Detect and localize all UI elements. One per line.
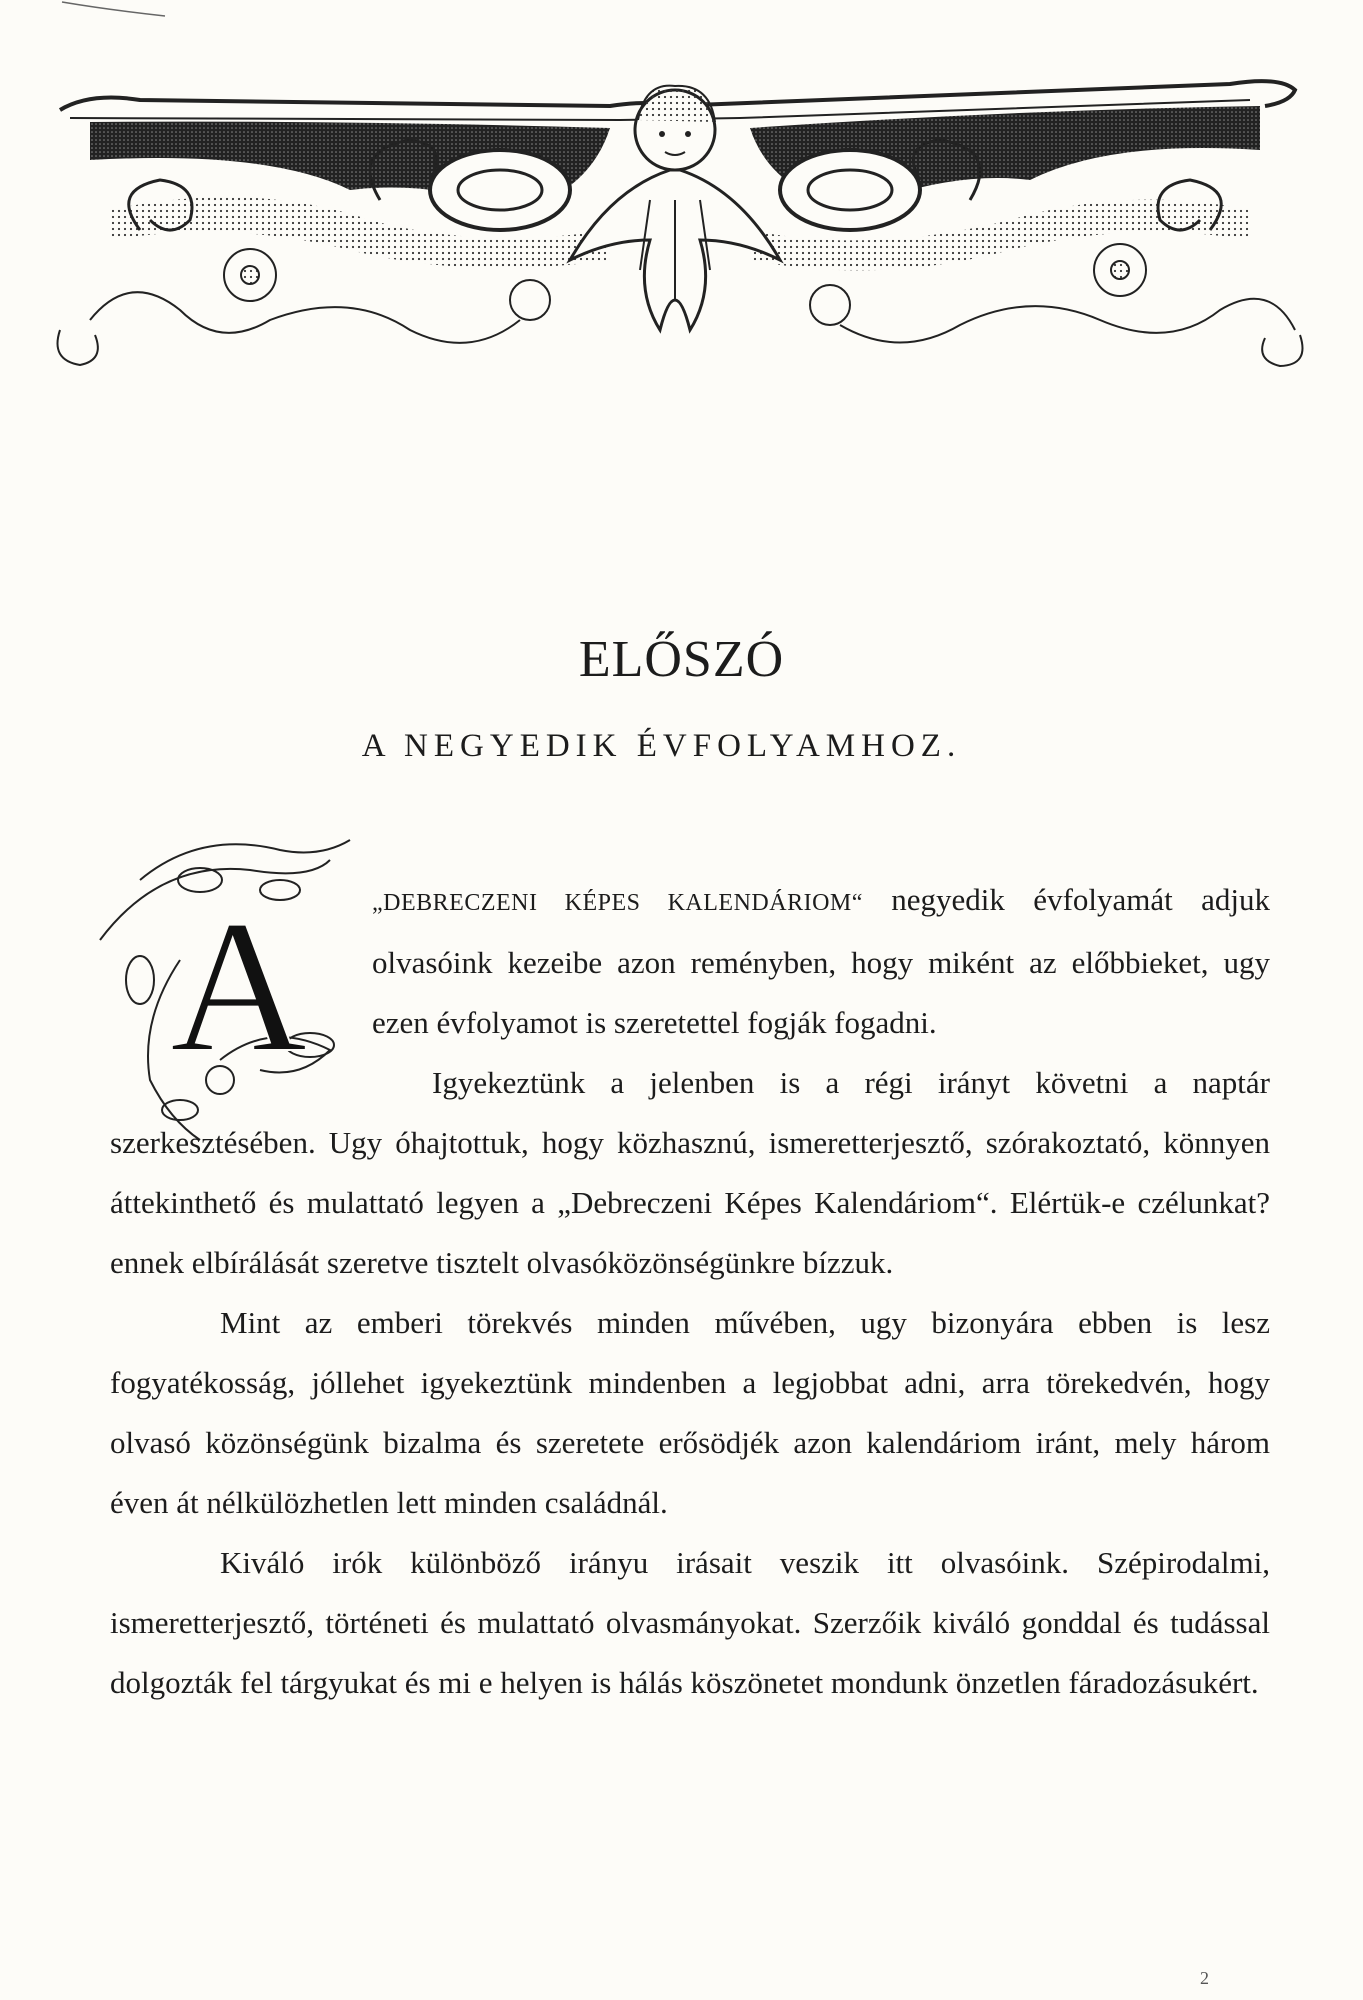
- calendar-name: „DEBRECZENI KÉPES KALENDÁRIOM“: [372, 890, 863, 916]
- paragraph-1-text: negyedik évfolyamát adjuk olvasóink kezeibe azon reményben, hogy miként az előbbieket, ugy ezen évfolyamot is szeretettel fogják fogadni.: [372, 882, 1271, 1040]
- paragraph-3: Mint az emberi törekvés minden művében, ugy bizonyára ebben is lesz fogyatékosság, jóllehet igyekeztünk mindenben a legjobbat adni, arra törekedvén, hogy olvasó közönségünk bizalma és szeretete erősödjék azon kalendáriom iránt, mely három éven át nélkülözhetlen lett minden családnál.: [110, 1305, 1270, 1520]
- paragraph-1: [110, 870, 1270, 1053]
- paragraph-4: Kiváló irók különböző irányu irásait veszik itt olvasóink. Szépirodalmi, ismeretterjesztő, történeti és mulattató olvasmányokat. Szerzőik kiváló gonddal és tudással dolgozták fel tárgyukat és mi e helyen is hálás köszönetet mondunk önzetlen fáradozásukért.: [110, 1545, 1270, 1700]
- paragraph-2: Igyekeztünk a jelenben is a régi irányt követni a naptár szerkesztésében. Ugy óhajtottuk, hogy közhasznú, ismeretterjesztő, szórakoztató, könnyen áttekinthető és mulattató legyen a „Debreczeni Képes Kalendáriom“. Elértük-e czélunkat? ennek elbírálását szeretve tisztelt olvasóközönségünkre bízzuk.: [110, 1065, 1270, 1280]
- decorative-headpiece-ornament: [50, 70, 1310, 370]
- page-subtitle: A NEGYEDIK ÉVFOLYAMHOZ.: [361, 728, 962, 764]
- page-number: 2: [1200, 1968, 1209, 1988]
- body-text: [110, 870, 1270, 1713]
- initial-letter-text: A: [170, 882, 308, 1092]
- page-title: ELŐSZÓ: [578, 631, 785, 688]
- corner-pen-mark: [60, 0, 170, 20]
